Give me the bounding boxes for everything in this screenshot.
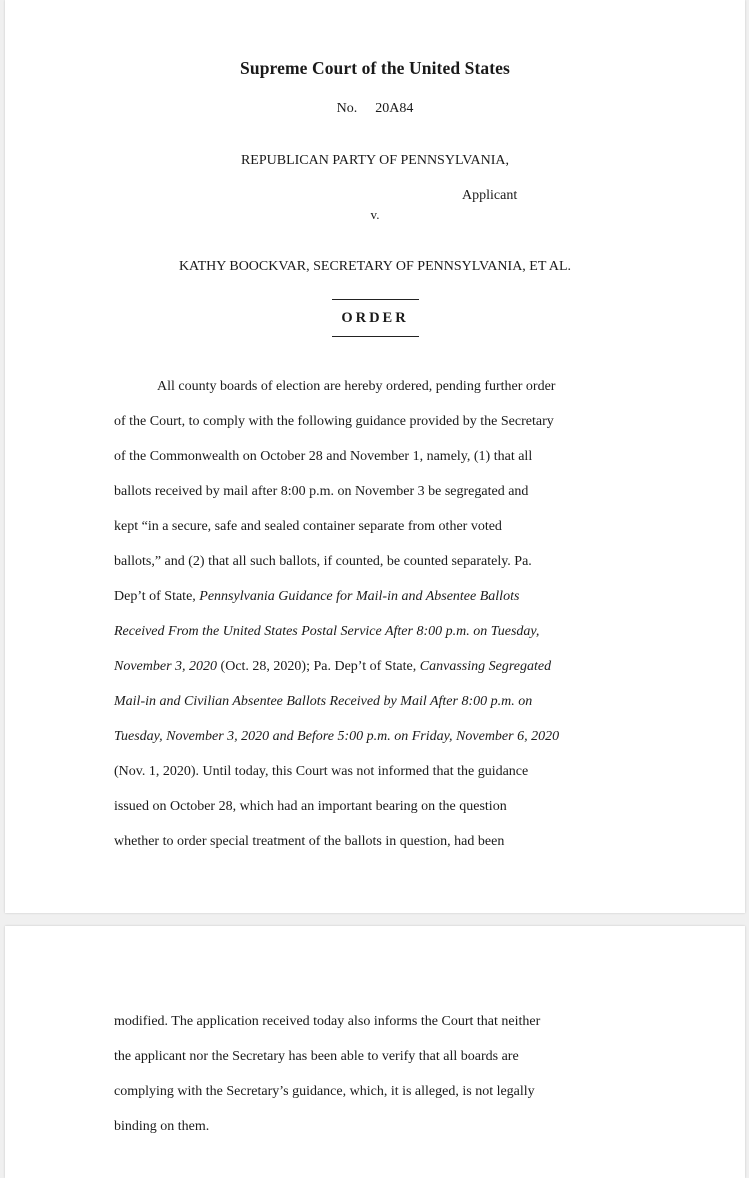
body-line: the applicant nor the Secretary has been able to verify that all boards are (114, 1049, 519, 1064)
body-line: whether to order special treatment of the ballots in question, had been (114, 834, 505, 849)
body-line: modified. The application received today also informs the Court that neither (114, 1014, 541, 1029)
body-line: Dep’t of State, Pennsylvania Guidance for Mail-in and Absentee Ballots (114, 589, 520, 604)
body-line: Tuesday, November 3, 2020 and Before 5:00 p.m. on Friday, November 6, 2020 (114, 729, 560, 744)
applicant-party: REPUBLICAN PARTY OF PENNSYLVANIA, (240, 153, 510, 168)
body-line: Received From the United States Postal Service After 8:00 p.m. on Tuesday, (114, 624, 540, 639)
versus: v. (370, 207, 380, 222)
order-rule-bottom (332, 336, 419, 337)
body-line: binding on them. (114, 1119, 210, 1134)
body-line: All county boards of election are hereby ordered, pending further order (157, 379, 556, 394)
body-line: Mail-in and Civilian Absentee Ballots Received by Mail After 8:00 p.m. on (114, 694, 533, 709)
body-line: of the Court, to comply with the following guidance provided by the Secretary (114, 414, 554, 429)
body-line: November 3, 2020 (Oct. 28, 2020); Pa. Dep’t of State, Canvassing Segregated (114, 659, 552, 674)
body-line: (Nov. 1, 2020). Until today, this Court was not informed that the guidance (114, 764, 529, 779)
body-line: issued on October 28, which had an important bearing on the question (114, 799, 507, 814)
order-heading: ORDER (341, 310, 409, 326)
body-line: ballots,” and (2) that all such ballots, if counted, be counted separately. Pa. (114, 554, 532, 569)
respondent-party: KATHY BOOCKVAR, SECRETARY OF PENNSYLVANIA, ET AL. (178, 259, 572, 274)
body-line: complying with the Secretary’s guidance, which, it is alleged, is not legally (114, 1084, 535, 1099)
court-title: Supreme Court of the United States (240, 58, 510, 78)
docket-number-line (5, 101, 745, 117)
document-page-2 (5, 926, 745, 1178)
body-line: ballots received by mail after 8:00 p.m. on November 3 be segregated and (114, 484, 529, 499)
body-line: kept “in a secure, safe and sealed container separate from other voted (114, 519, 502, 534)
body-line: of the Commonwealth on October 28 and November 1, namely, (1) that all (114, 449, 533, 464)
order-rule-top (332, 299, 419, 300)
docket-number: 20A84 (375, 101, 414, 116)
document-page-1 (5, 0, 745, 913)
applicant-role: Applicant (462, 188, 518, 203)
docket-label: No. (336, 101, 358, 116)
